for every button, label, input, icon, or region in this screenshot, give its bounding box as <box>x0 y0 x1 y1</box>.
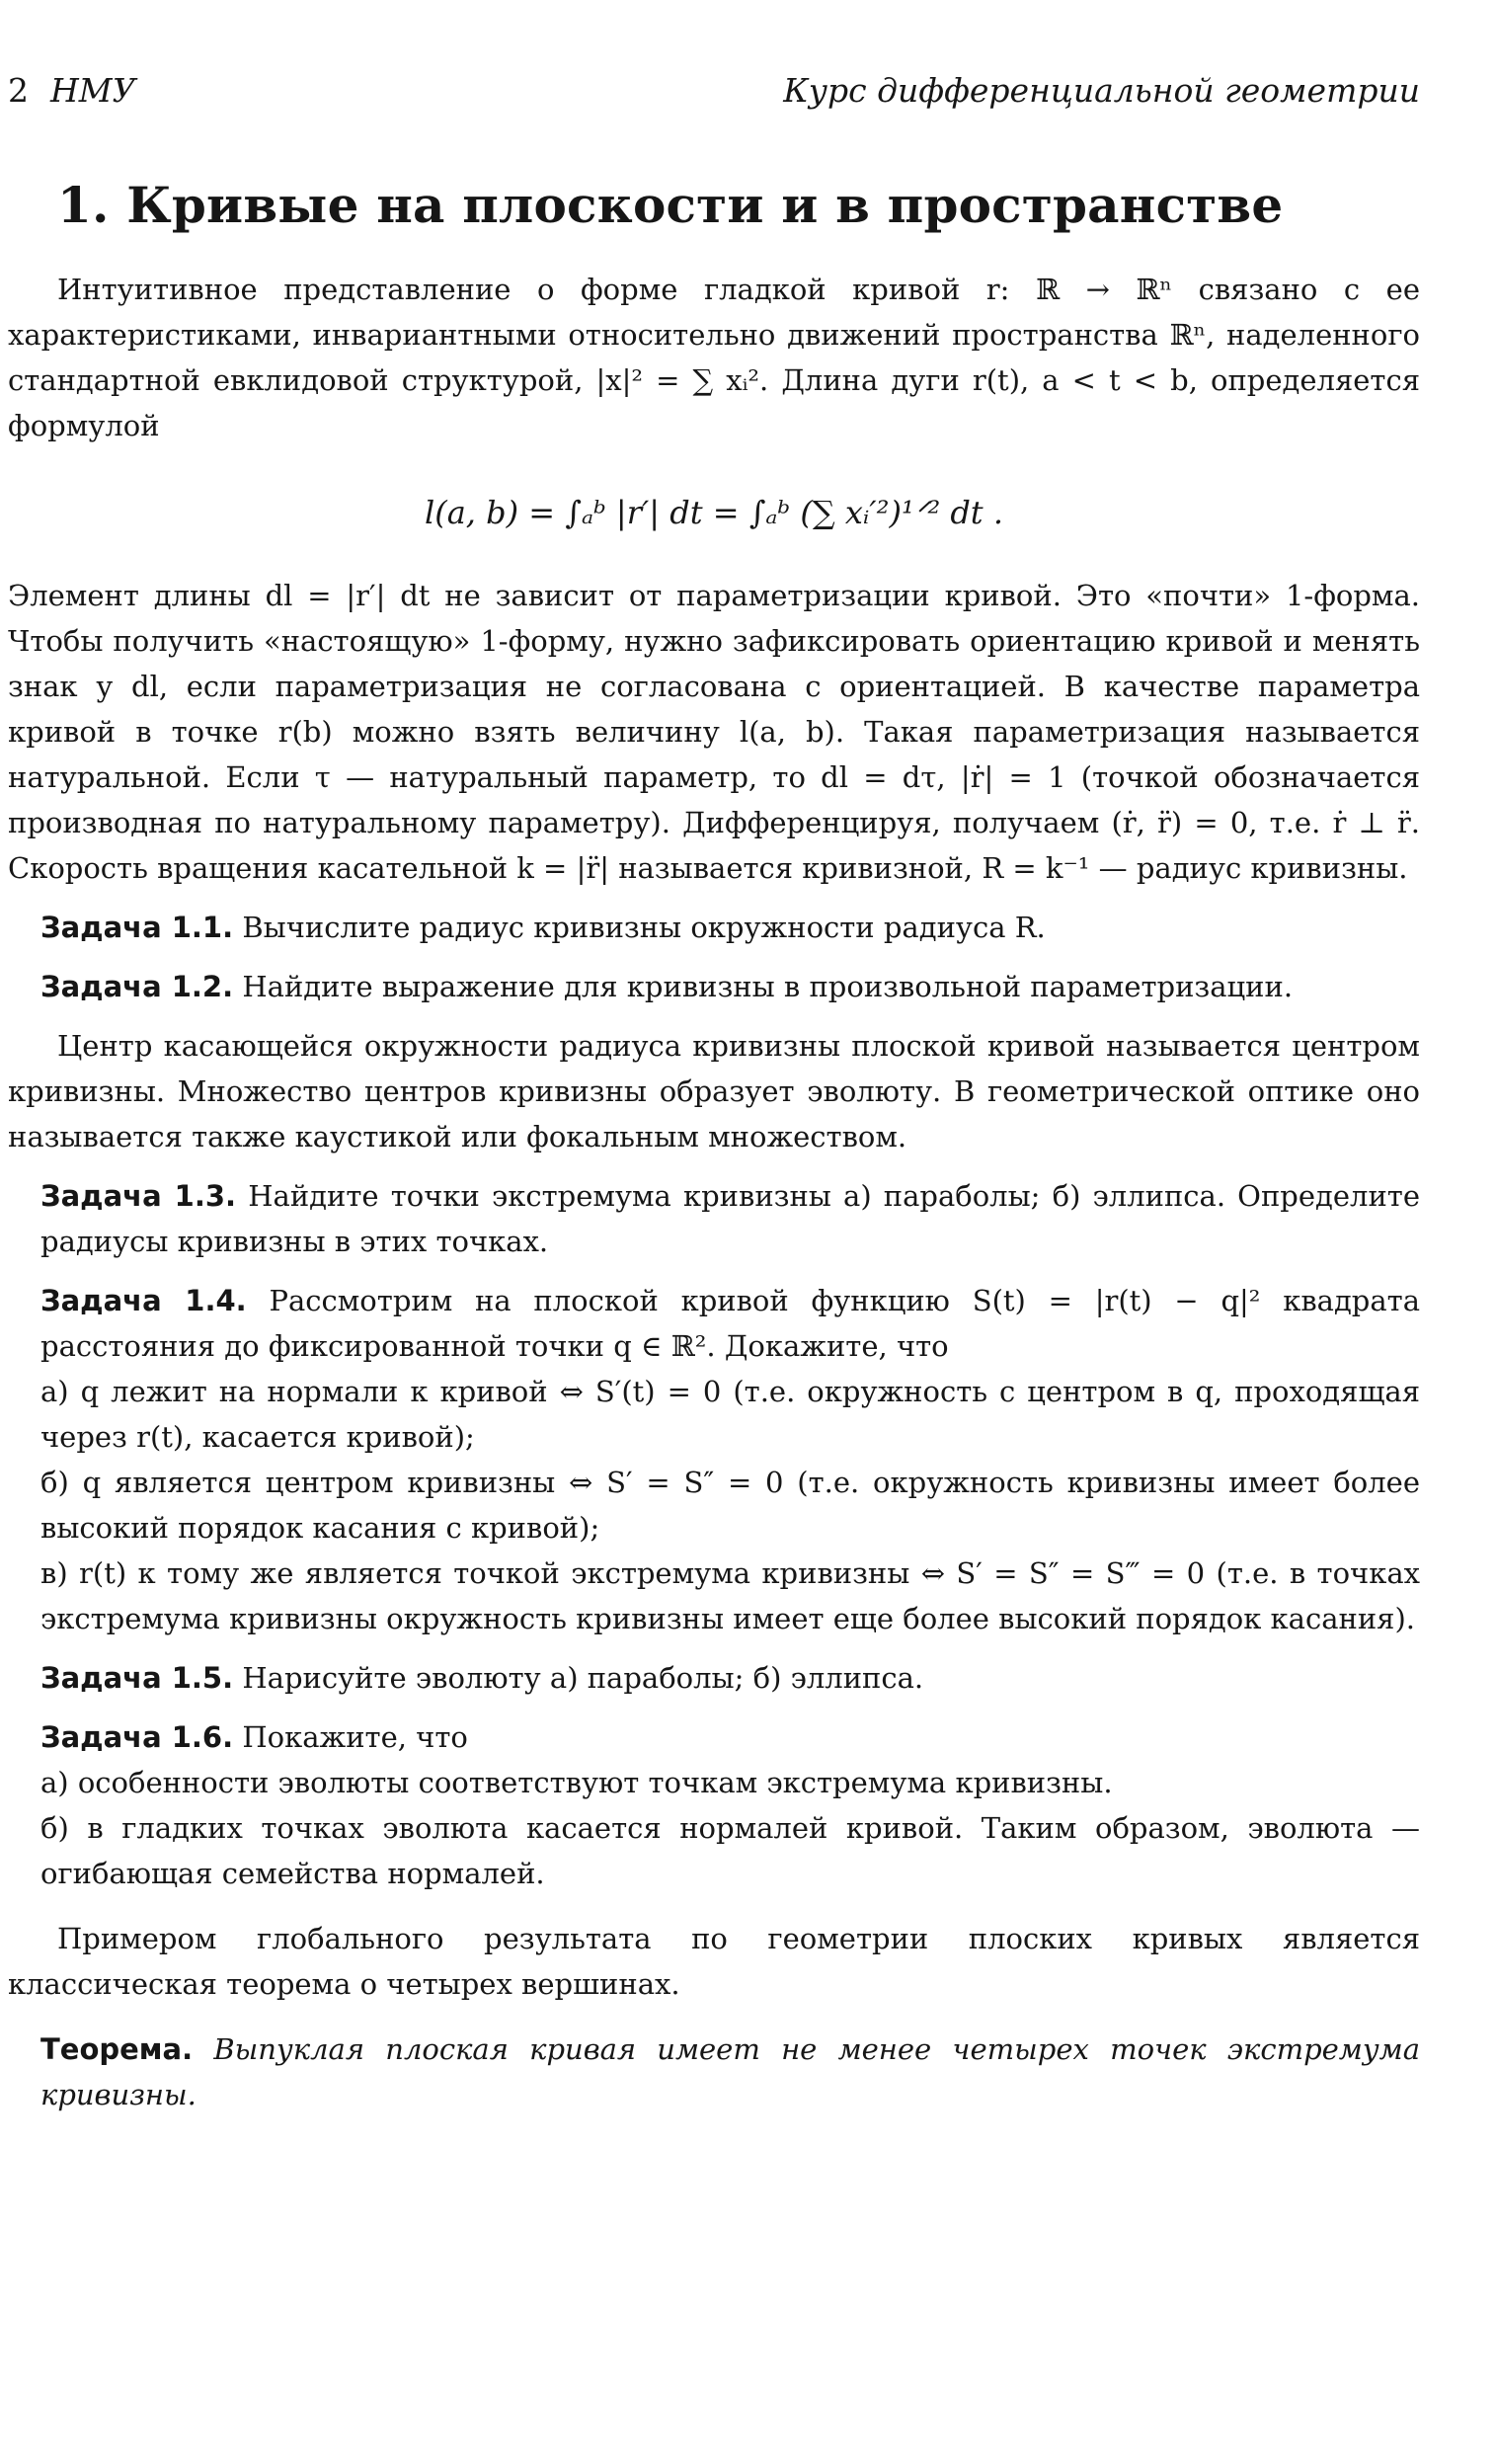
header-left-title: НМУ <box>50 71 136 110</box>
task-1-6-b: б) в гладких точках эволюта касается нормалей кривой. Таким образом, эволюта — огибающая семейства нормалей. <box>40 1811 1420 1890</box>
task-text: Найдите точки экстремума кривизны а) параболы; б) эллипса. Определите радиусы кривизны в этих точках. <box>40 1179 1420 1258</box>
task-text: Нарисуйте эволюту а) параболы; б) эллипса. <box>242 1661 924 1695</box>
task-label: Задача 1.5. <box>40 1661 234 1695</box>
task-1-2 <box>40 964 1420 1009</box>
page-number: 2 <box>8 71 29 110</box>
task-1-6-a: а) особенности эволюты соответствуют точкам экстремума кривизны. <box>40 1766 1113 1799</box>
four-vertex-theorem <box>40 2027 1420 2117</box>
task-1-6 <box>40 1714 1420 1760</box>
task-1-4 <box>40 1278 1420 1369</box>
task-label: Задача 1.2. <box>40 970 234 1003</box>
task-label: Задача 1.3. <box>40 1179 237 1213</box>
task-1-1 <box>40 905 1420 950</box>
running-header <box>8 71 1420 110</box>
header-right-title: Курс дифференциальной геометрии <box>783 71 1420 110</box>
task-text: Найдите выражение для кривизны в произвольной параметризации. <box>242 970 1294 1003</box>
task-1-4-a: а) q лежит на нормали к кривой ⇔ S′(t) = 0 (т.е. окружность с центром в q, проходящая через r(t), касается кривой); <box>40 1375 1420 1454</box>
intro-paragraph: Интуитивное представление о форме гладкой кривой r: ℝ → ℝⁿ связано с ее характеристиками, инвариантными относительно движений пространства ℝⁿ, наделенного стандартной евклидовой структурой, |x|² = ∑ xᵢ². Длина дуги r(t), a < t < b, определяется формулой <box>8 273 1420 442</box>
theorem-text: Выпуклая плоская кривая имеет не менее четырех точек экстремума кривизны. <box>40 2032 1421 2111</box>
task-text: Вычислите радиус кривизны окружности радиуса R. <box>242 911 1046 944</box>
task-text: Покажите, что <box>242 1720 468 1754</box>
task-1-3 <box>40 1173 1420 1264</box>
arc-length-formula: l(a, b) = ∫ₐᵇ |r′| dt = ∫ₐᵇ (∑ xᵢ′²)¹ᐟ² dt . <box>425 494 1003 531</box>
section-title: 1. Кривые на плоскости и в пространстве <box>57 176 1284 234</box>
global-result-paragraph: Примером глобального результата по геометрии плоских кривых является классическая теорема о четырех вершинах. <box>8 1922 1420 2001</box>
task-label: Задача 1.4. <box>40 1284 247 1317</box>
task-1-4-c: в) r(t) к тому же является точкой экстремума кривизны ⇔ S′ = S″ = S‴ = 0 (т.е. в точках экстремума кривизны окружность кривизны имеет еще более высокий порядок касания). <box>40 1556 1420 1635</box>
task-1-5 <box>40 1655 1420 1701</box>
length-element-paragraph: Элемент длины dl = |r′| dt не зависит от параметризации кривой. Это «почти» 1-форма. Чтобы получить «настоящую» 1-форму, нужно зафиксировать ориентацию кривой и менять знак у dl, если параметризация не согласована с ориентацией. В качестве параметра кривой в точке r(b) можно взять величину l(a, b). Такая параметризация называется натуральной. Если τ — натуральный параметр, то dl = dτ, |ṙ| = 1 (точкой обозначается производная по натуральному параметру). Дифференцируя, получаем (ṙ, r̈) = 0, т.е. ṙ ⊥ r̈. Скорость вращения касательной k = |r̈| называется кривизной, R = k⁻¹ — радиус кривизны. <box>8 579 1420 885</box>
task-text: Рассмотрим на плоской кривой функцию S(t) = |r(t) − q|² квадрата расстояния до фиксированной точки q ∈ ℝ². Докажите, что <box>40 1284 1420 1363</box>
body-text <box>8 267 1420 2117</box>
task-label: Задача 1.6. <box>40 1720 234 1754</box>
task-1-4-b: б) q является центром кривизны ⇔ S′ = S″ = 0 (т.е. окружность кривизны имеет более высокий порядок касания с кривой); <box>40 1466 1420 1545</box>
task-label: Задача 1.1. <box>40 911 234 944</box>
evolute-paragraph: Центр касающейся окружности радиуса кривизны плоской кривой называется центром кривизны. Множество центров кривизны образует эволюту. В геометрической оптике оно называется также каустикой или фокальным множеством. <box>8 1029 1420 1153</box>
header-left <box>8 71 135 110</box>
theorem-label: Теорема. <box>40 2032 194 2066</box>
